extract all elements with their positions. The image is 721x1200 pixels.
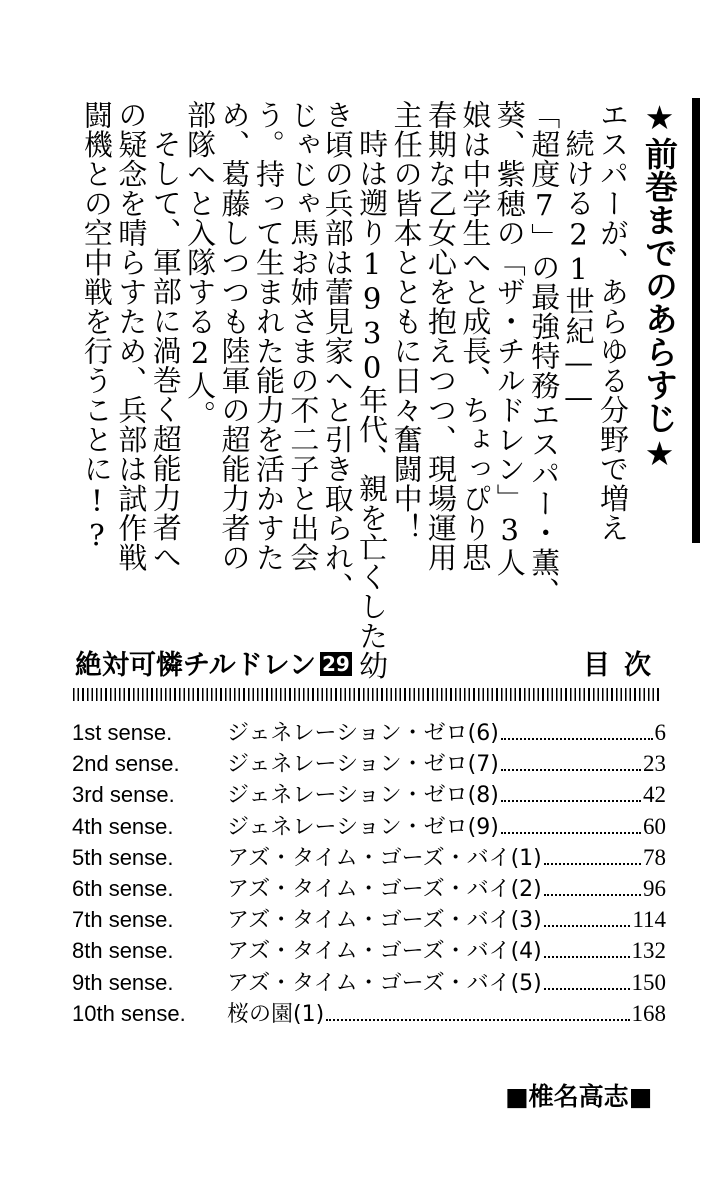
synopsis-line: エスパーが、あらゆる分野で増え [596,100,630,543]
synopsis-heading: ★前巻までのあらすじ★ [632,98,700,543]
toc-sense: 10th sense. [72,1000,186,1026]
synopsis-line: 部隊へと入隊する2人。 [183,100,218,430]
toc-page: 23 [643,751,666,777]
synopsis-line: 「超度7」の最強特務エスパー・薫、 [527,100,562,607]
synopsis-line: 続ける21世紀—— [561,129,596,415]
toc-sense: 9th sense. [72,969,174,995]
toc-leader [544,956,630,958]
toc-sense: 7th sense. [72,907,174,933]
synopsis-line: の疑念を晴らすため、兵部は試作戦 [114,100,149,572]
toc-leader [326,1019,629,1021]
synopsis-line: う。持って生まれた能力を活かすた [251,100,286,572]
toc-leader [544,925,631,927]
toc-chapter: アズ・タイム・ゴーズ・バイ(3) [227,908,542,934]
toc-sense: 5th sense. [72,844,174,870]
toc-page: 42 [643,782,666,808]
toc-leader [544,988,630,990]
synopsis-line: 主任の皆本とともに日々奮闘中！ [389,100,424,543]
toc-entry [72,747,666,778]
decorative-tick-rule [73,688,661,701]
toc-chapter: ジェネレーション・ゼロ(8) [227,783,499,809]
toc-label: 目次 [583,650,665,681]
toc-entry [72,966,666,997]
toc-chapter: アズ・タイム・ゴーズ・バイ(2) [227,876,542,902]
toc-leader [544,863,641,865]
toc-sense: 4th sense. [72,813,174,839]
toc-page: 168 [631,1000,666,1026]
toc-list [72,716,666,1028]
toc-leader [501,832,641,834]
series-title: 絶対可憐チルドレン [75,650,316,681]
synopsis-line: じゃじゃ馬お姉さまの不二子と出会 [286,100,321,572]
toc-chapter: ジェネレーション・ゼロ(7) [227,752,499,778]
toc-entry [72,778,666,809]
toc-chapter: ジェネレーション・ゼロ(6) [227,721,499,746]
synopsis-line: 時は遡り1930年代、親を亡くした幼 [355,129,390,680]
toc-sense: 1st sense. [72,720,173,745]
toc-page: 96 [643,875,666,901]
toc-leader [501,800,641,802]
toc-sense: 2nd sense. [72,751,180,777]
toc-chapter: 桜の園(1) [227,1001,325,1027]
toc-chapter: アズ・タイム・ゴーズ・バイ(1) [227,845,542,871]
toc-sense: 8th sense. [72,938,174,964]
toc-page: 6 [654,720,666,745]
toc-entry [72,903,666,934]
synopsis-line: 娘は中学生へと成長、ちょっぴり思 [458,100,493,572]
toc-page: 60 [643,813,666,839]
toc-title [75,643,352,682]
toc-page: 150 [631,969,666,995]
toc-entry [72,841,666,872]
synopsis-line: 春期な乙女心を抱えつつ、現場運用 [423,100,458,572]
toc-sense: 3rd sense. [72,782,175,808]
toc-leader [501,738,653,740]
toc-entry [72,997,666,1028]
toc-page: 132 [631,938,666,964]
toc-chapter: ジェネレーション・ゼロ(9) [227,814,499,840]
toc-leader [544,894,641,896]
toc-chapter: アズ・タイム・ゴーズ・バイ(4) [227,939,542,965]
synopsis-line: 闘機との空中戦を行うことに!? [79,100,114,553]
synopsis-line: そして、軍部に渦巻く超能力者へ [148,129,183,572]
toc-entry [72,810,666,841]
author-credit: ■椎名高志■ [505,1082,653,1111]
toc-entry [72,872,666,903]
toc-leader [501,769,641,771]
toc-entry [72,716,666,747]
toc-page: 78 [643,844,666,870]
synopsis-line: め、葛藤しつつも陸軍の超能力者の [217,100,252,572]
toc-entry [72,934,666,965]
toc-page: 114 [632,907,666,933]
toc-sense: 6th sense. [72,875,174,901]
synopsis-line: き頃の兵部は蕾見家へと引き取られ、 [320,100,355,602]
synopsis-line: 葵、紫穂の「ザ・チルドレン」3人 [492,100,527,577]
toc-chapter: アズ・タイム・ゴーズ・バイ(5) [227,970,542,996]
volume-badge: 29 [321,652,350,676]
